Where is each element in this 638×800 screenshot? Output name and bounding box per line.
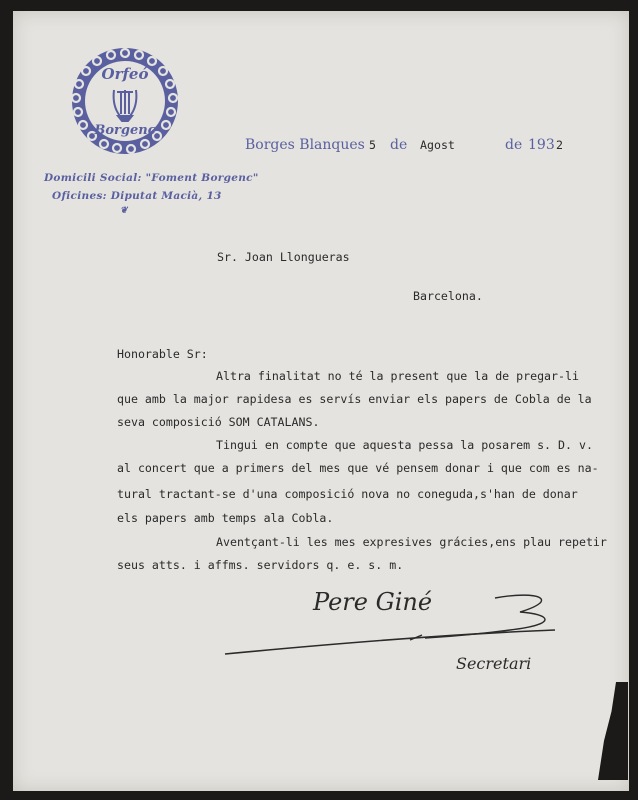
body-line: seus atts. i affms. servidors q. e. s. m. [117,558,404,572]
letterhead-address-line1: Domicili Social: "Foment Borgenc" [44,172,259,184]
letterhead-address-line2: Oficines: Diputat Macià, 13 [52,190,222,202]
body-line: al concert que a primers del mes que vé pensem donar i que com es na- [117,461,599,475]
dateline-month: Agost [420,138,455,152]
dateline-place: Borges Blanques [245,137,365,153]
body-line: que amb la major rapidesa es servís enviar els papers de Cobla de la [117,392,592,406]
signature-name: Pere Giné [313,588,433,616]
seal-top-text: Orfeó [101,65,149,83]
body-line: seva composició SOM CATALANS. [117,415,320,429]
dateline-day: 5 [369,138,376,152]
body-line: Altra finalitat no té la present que la de pregar-li [216,369,579,383]
dateline-year-prefix: 193 [528,137,555,153]
dateline-de-year: de [505,137,523,153]
body-line: els papers amb temps ala Cobla. [117,511,334,525]
salutation: Honorable Sr: [117,347,208,361]
body-line: Aventçant-li les mes expresives grácies,ens plau repetir [216,535,607,549]
recipient-city: Barcelona. [413,289,483,303]
body-line: tural tractant-se d'una composició nova no coneguda,s'han de donar [117,487,578,501]
orfeo-borgenc-seal [70,46,180,156]
recipient-name: Sr. Joan Llongueras [217,250,350,264]
body-line: Tingui en compte que aquesta pessa la posarem s. D. v. [216,438,593,452]
ornament-icon: ❦ [120,206,128,216]
signature-title: Secretari [456,654,532,673]
seal-bottom-text: Borgenc [94,123,156,138]
dateline-de: de [390,137,408,153]
dateline-year-digit: 2 [556,138,563,152]
